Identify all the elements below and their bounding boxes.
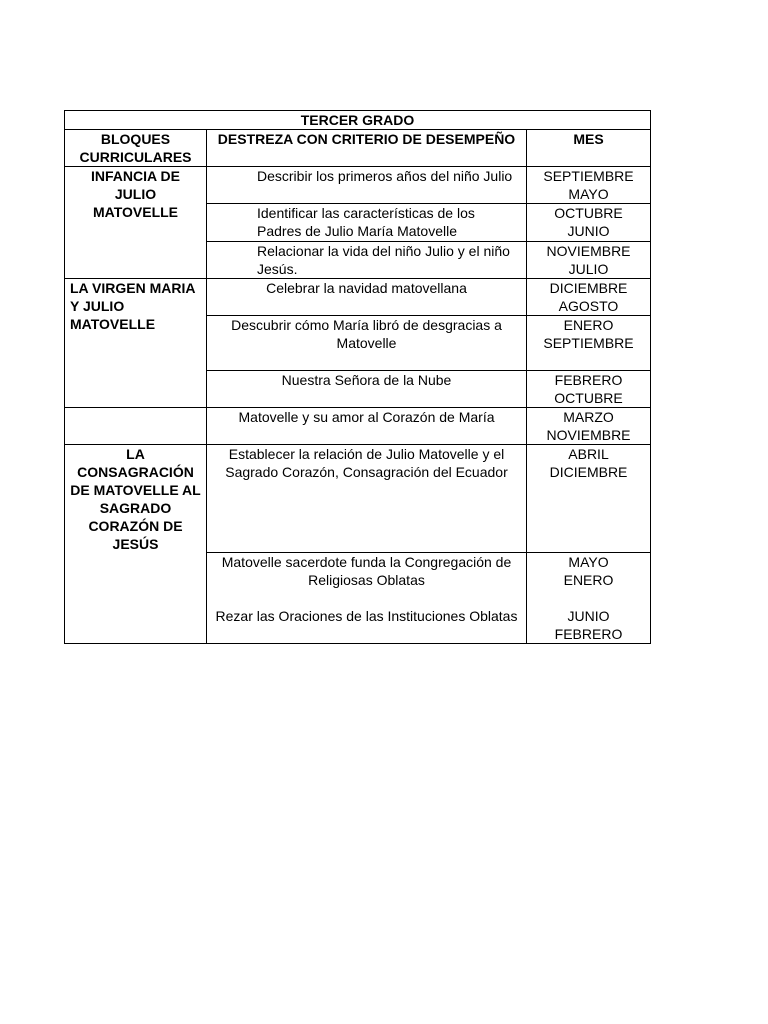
table-row — [65, 408, 651, 445]
month-primary: FEBRERO — [554, 372, 623, 388]
month-secondary: DICIEMBRE — [549, 464, 628, 480]
curriculum-table — [64, 110, 651, 644]
skill-cell — [207, 167, 527, 204]
skill-text: Relacionar la vida del niño Julio y el niño Jesús. — [257, 243, 510, 277]
block-virgen: LA VIRGEN MARIA Y JULIO MATOVELLE — [65, 279, 207, 408]
month-primary: NOVIEMBRE — [546, 243, 631, 259]
skill-cell — [207, 279, 527, 316]
skill-text: Celebrar la navidad matovellana — [266, 280, 467, 296]
skill-cell — [207, 371, 527, 408]
month-secondary: JULIO — [568, 261, 609, 277]
skill-cell — [207, 445, 527, 553]
header-row — [65, 130, 651, 167]
skill-cell — [207, 408, 527, 445]
month-secondary: OCTUBRE — [554, 390, 623, 406]
skill-text: Identificar las características de los Padres de Julio María Matovelle — [257, 205, 475, 239]
title-row — [65, 111, 651, 130]
header-destreza: DESTREZA CON CRITERIO DE DESEMPEÑO — [207, 130, 527, 167]
block-consagracion: LA CONSAGRACIÓN DE MATOVELLE AL SAGRADO CORAZÓN DE JESÚS — [65, 445, 207, 644]
month-primary: MAYO — [568, 554, 609, 570]
skill-cell — [207, 316, 527, 371]
skill-text: Establecer la relación de Julio Matovelle y el Sagrado Corazón, Consagración del Ecuador — [225, 446, 508, 480]
month-cell — [527, 316, 651, 371]
month-secondary: MAYO — [568, 186, 609, 202]
month-cell — [527, 279, 651, 316]
skill-text: Rezar las Oraciones de las Instituciones Oblatas — [215, 608, 518, 624]
spacer — [529, 589, 648, 607]
skill-cell — [207, 553, 527, 644]
skill-cell — [207, 242, 527, 279]
month-cell — [527, 408, 651, 445]
month-primary: MARZO — [563, 409, 614, 425]
table-title: TERCER GRADO — [65, 111, 651, 130]
month-primary: ENERO — [563, 317, 614, 333]
block-infancia: INFANCIA DE JULIO MATOVELLE — [65, 167, 207, 279]
skill-cell — [207, 204, 527, 242]
month-cell — [527, 167, 651, 204]
month-secondary: ENERO — [563, 572, 614, 588]
month-primary: OCTUBRE — [554, 205, 623, 221]
empty-block-cell — [65, 408, 207, 445]
month-secondary: SEPTIEMBRE — [543, 335, 634, 351]
month-secondary: NOVIEMBRE — [546, 427, 631, 443]
month-primary: JUNIO — [567, 608, 610, 624]
skill-text: Matovelle y su amor al Corazón de María — [238, 409, 495, 425]
table-row — [65, 167, 651, 204]
month-cell — [527, 553, 651, 644]
month-secondary: JUNIO — [567, 223, 610, 239]
month-secondary: FEBRERO — [554, 626, 623, 642]
skill-text: Matovelle sacerdote funda la Congregación de Religiosas Oblatas — [221, 554, 512, 588]
month-cell — [527, 204, 651, 242]
month-primary: ABRIL — [568, 446, 609, 462]
month-cell — [527, 371, 651, 408]
spacer — [213, 589, 520, 607]
skill-text: Nuestra Señora de la Nube — [281, 372, 452, 388]
header-bloques: BLOQUES CURRICULARES — [65, 130, 207, 167]
skill-text: Describir los primeros años del niño Julio — [257, 168, 513, 184]
header-mes: MES — [527, 130, 651, 167]
month-secondary: AGOSTO — [558, 298, 619, 314]
month-cell — [527, 445, 651, 553]
month-cell — [527, 242, 651, 279]
month-primary: DICIEMBRE — [549, 280, 628, 296]
table-row — [65, 445, 651, 553]
skill-text: Descubrir cómo María libró de desgracias a Matovelle — [231, 317, 502, 351]
month-primary: SEPTIEMBRE — [543, 168, 634, 184]
table-row — [65, 279, 651, 316]
